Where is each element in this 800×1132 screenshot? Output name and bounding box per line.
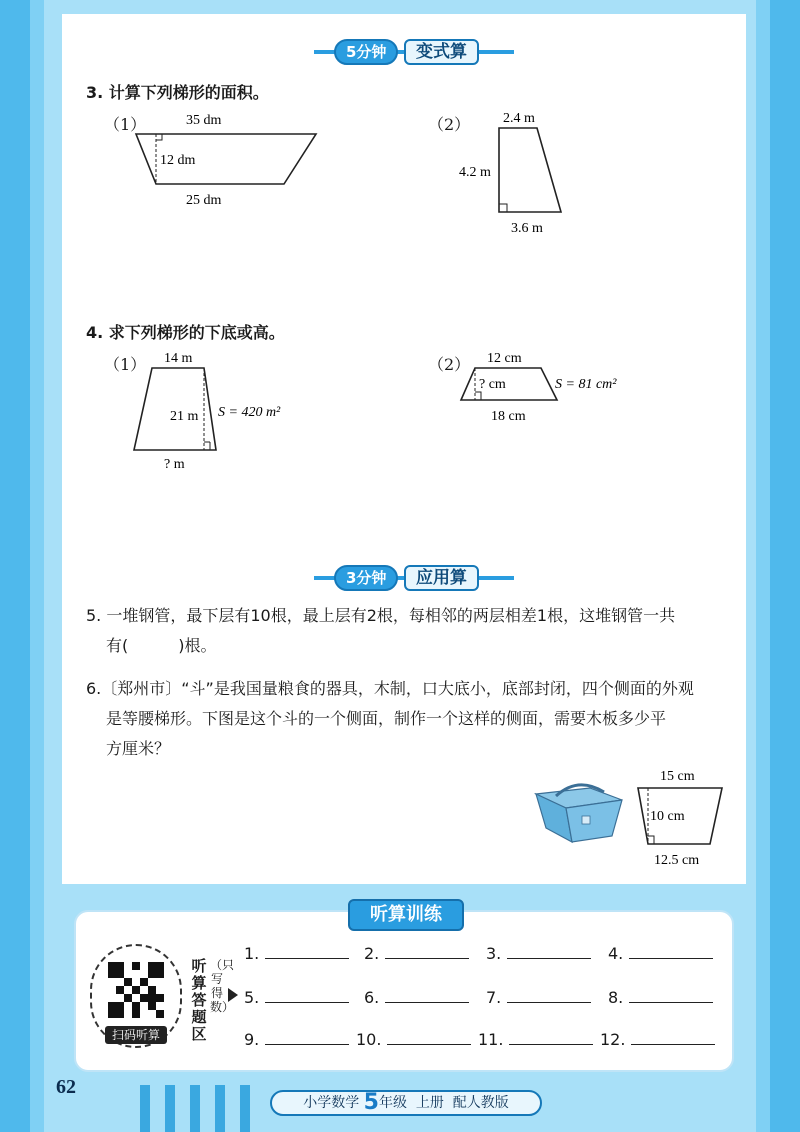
q3-sub1-height-label: 12 dm — [160, 153, 196, 168]
arrow-right-icon — [228, 988, 238, 1002]
answer-zone-label: 听算答题区 — [191, 957, 207, 1043]
q4-sub1-bottom-label: ? m — [164, 457, 185, 472]
answer-slot[interactable]: 9. — [244, 1030, 349, 1049]
section-banner-1 — [334, 38, 504, 66]
q4-sub2-label: （2） — [428, 355, 471, 374]
q3-sub2-bottom-label: 3.6 m — [511, 221, 543, 236]
q5-line2 — [86, 631, 726, 661]
q3-sub2-top-label: 2.4 m — [503, 111, 535, 126]
q3-sub2-height-label: 4.2 m — [459, 165, 491, 180]
footer-subject: 小学数学 — [303, 1095, 360, 1111]
q6-height-label: 10 cm — [650, 809, 685, 824]
q6-line3: 方厘米？ — [106, 739, 171, 758]
q6-trapezoid — [630, 764, 740, 874]
q3-trapezoid-2 — [455, 108, 575, 238]
q3-sub1-top-label: 35 dm — [186, 113, 222, 128]
q5-suffix: )根。 — [178, 636, 217, 655]
section-title-pill: 变式算 — [404, 39, 479, 65]
q6-line1: 6.〔郑州市〕“斗”是我国量粮食的器具，木制，口大底小，底部封闭，四个侧面的外观 — [86, 679, 694, 698]
dou-box-illustration — [530, 782, 626, 848]
q4-sub1-area-label: S = 420 m² — [218, 405, 281, 420]
section-time-pill: 3分钟 — [334, 565, 398, 591]
q4-sub1-top-label: 14 m — [164, 351, 193, 366]
answer-slot[interactable]: 8. — [608, 988, 713, 1007]
answer-slot[interactable]: 10. — [356, 1030, 471, 1049]
answer-slot[interactable]: 1. — [244, 944, 349, 963]
q6-top-label: 15 cm — [660, 769, 695, 784]
q4-trapezoid-2 — [455, 346, 645, 426]
footer-edition: 配人教版 — [452, 1095, 509, 1111]
q4-sub2-top-label: 12 cm — [487, 351, 522, 366]
q3-sub1-label: （1） — [104, 115, 147, 134]
answer-slot[interactable]: 4. — [608, 944, 713, 963]
q6-line2: 是等腰梯形。下图是这个斗的一个侧面，制作一个这样的侧面，需要木板多少平 — [106, 709, 667, 728]
q5-line1: 5. 一堆钢管，最下层有10根，最上层有2根，每相邻的两层相差1根，这堆钢管一共 — [86, 606, 676, 625]
section-banner-2 — [334, 564, 504, 592]
q3-sub2-label: （2） — [428, 115, 471, 134]
q5-prefix: 有( — [106, 636, 129, 655]
section-time-pill: 5分钟 — [334, 39, 398, 65]
q6-text — [86, 674, 726, 764]
qr-code-icon[interactable] — [108, 962, 164, 1018]
q4-trapezoid-1 — [120, 346, 300, 476]
q5-text — [86, 601, 726, 661]
answer-zone-note: （只写得数） — [210, 958, 235, 1014]
answer-slot[interactable]: 6. — [364, 988, 469, 1007]
footer-volume: 上册 — [415, 1095, 444, 1111]
qr-label: 扫码听算 — [105, 1026, 167, 1044]
q3-sub1-bottom-label: 25 dm — [186, 193, 222, 208]
q4-sub1-height-label: 21 m — [170, 409, 199, 424]
answer-slot[interactable]: 11. — [478, 1030, 593, 1049]
listening-title: 听算训练 — [348, 899, 464, 931]
q4-sub2-area-label: S = 81 cm² — [555, 377, 617, 392]
q4-sub2-height-label: ? cm — [479, 377, 506, 392]
q4-title: 4. 求下列梯形的下底或高。 — [86, 323, 285, 342]
q4-sub1-label: （1） — [104, 355, 147, 374]
q4-sub2-bottom-label: 18 cm — [491, 409, 526, 424]
answer-slot[interactable]: 2. — [364, 944, 469, 963]
footer-grade-text: 年级 — [378, 1095, 407, 1111]
q3-trapezoid-1 — [120, 106, 330, 212]
footer-book-info — [270, 1090, 542, 1116]
q6-bottom-label: 12.5 cm — [654, 853, 700, 868]
footer-grade-number: 5 — [363, 1090, 379, 1115]
answer-slot[interactable]: 7. — [486, 988, 591, 1007]
section-title-pill: 应用算 — [404, 565, 479, 591]
answer-slot[interactable]: 5. — [244, 988, 349, 1007]
page-number: 62 — [56, 1076, 76, 1098]
answer-slot[interactable]: 12. — [600, 1030, 715, 1049]
answer-slot[interactable]: 3. — [486, 944, 591, 963]
q3-title: 3. 计算下列梯形的面积。 — [86, 83, 269, 102]
